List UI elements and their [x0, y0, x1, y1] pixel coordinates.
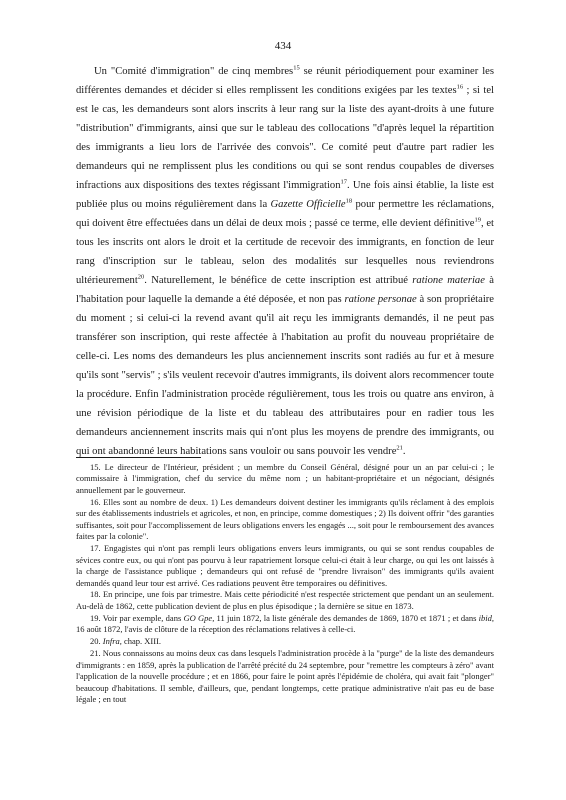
text-run: , 16 août 1872, l'avis de clôture de la réception des réclamations relatives à celle-ci. [76, 612, 494, 635]
text-run: . [402, 446, 406, 457]
footnotes [76, 462, 494, 706]
text-run: ; si tel est le cas, les demandeurs sont alors inscrits à leur rang sur la liste des ayant-droits à une future "distribution" d'immigrants, ainsi que sur le tableau des collocations "d'après lequel la répartition des immigrants a lieu lors de l'arrivée des convois". Ce comité peut d'autre part radier les demandeurs qui ne remplissent plus les conditions ou qui se sont rendus coupables de diverses infractions aux dispositions des textes régissant l'immigration [76, 85, 494, 191]
footnote-ref-20[interactable]: 20 [137, 273, 145, 281]
footnote-ref-21[interactable]: 21 [396, 444, 403, 452]
footnote-21: 21. Nous connaissons au moins deux cas dans lesquels l'administration procède à la "purge" de la liste des demandeurs d'immigrants : en 1859, après la publication de l'arrêté précité du 24 septembre, pour "remettre les compteurs à zéro" avant l'application de la nouvelle procédure ; et en 1866, pour faire le point après l'épidémie de choléra, qui avait fait "plonger" beaucoup d'habitations. Il semble, d'ailleurs, que, pendant longtemps, cette pratique administrative n'ait pas eu de base légale ; en tout [76, 648, 494, 705]
italic-term: ratione materiae [412, 275, 485, 286]
footnote-ref-16[interactable]: 16 [456, 83, 464, 91]
footnote-18: 18. En principe, une fois par trimestre. Mais cette périodicité n'est respectée strictement que pendant un an seulement. Au-delà de 1862, cette publication devient de plus en plus épisodique ; la dernière se situe en 1873. [76, 589, 494, 611]
text-run: , 11 juin 1872, la liste générale des demandes de 1869, 1870 et 1871 ; et dans [212, 612, 479, 623]
footnote-separator [76, 457, 201, 458]
italic-source: ibid [478, 612, 492, 623]
footnote-17: 17. Engagistes qui n'ont pas rempli leurs obligations envers leurs immigrants, ou qui se sont rendus coupables de sévices contre eux, ou qui n'ont pas pourvu à leur rapatriement lorsque celui-ci était à leur charge, ou qui les ont laissés à la charge de l'assistance publique ; demandeurs qui ont refusé de "prendre livraison" des immigrants qu'ils avaient demandés quand leur tour est arrivé. Ces radiations peuvent être temporaires ou définitives. [76, 543, 494, 588]
footnote-ref-18[interactable]: 18 [345, 197, 353, 205]
body-paragraph [76, 62, 494, 461]
text-run: 19. Voir par exemple, dans [90, 612, 184, 623]
italic-source: Infra [102, 636, 120, 647]
text-run: à l'habitation pour laquelle la demande a été déposée, et non pas [76, 275, 494, 305]
text-run: Un "Comité d'immigration" de cinq membres [94, 66, 294, 77]
text-run: . Une fois ainsi établie, la liste est publiée plus ou moins régulièrement dans la [76, 180, 494, 210]
text-run: pour permettre les réclamations, qui doivent être effectuées dans un délai de deux mois ; passé ce terme, elle devient définitive [76, 199, 494, 229]
text-run: , et tous les inscrits ont alors le droit et la certitude de recevoir des immigrants, en fonction de leur rang d'inscription sur le tableau, selon des modalités sur lesquelles nous reviendrons ultérieurement [76, 218, 494, 286]
footnote-19 [76, 613, 494, 636]
text-run: 20. [90, 636, 103, 647]
page-number: 434 [274, 40, 292, 52]
footnote-16: 16. Elles sont au nombre de deux. 1) Les demandeurs doivent destiner les immigrants qu'ils réclament à des emplois sur des établissements industriels et agricoles, et non, en principe, comme domestiques ; 2) Ils doivent offrir "des garanties suffisantes, soit pour l'accomplissement de leurs obligations envers les engagés ..., soit pour le remboursement des avances faites par la colonie". [76, 496, 494, 542]
footnote-15: 15. Le directeur de l'Intérieur, président ; un membre du Conseil Général, désigné pour un an par celui-ci ; le commissaire à l'immigration, chef du service du même nom ; un habitant-propriétaire et un négociant, désignés annuellement par le gouverneur. [76, 462, 494, 495]
text-run: à son propriétaire du moment ; si celui-ci la revend avant qu'il ait reçu les immigrants demandés, il ne peut pas transférer son inscription, qui reste affectée à l'habitation au profit du nouveau propriétaire de celle-ci. Les noms des demandeurs les plus anciennement inscrits sont radiés au fur et à mesure qu'ils sont "servis" ; s'ils veulent recevoir d'autres immigrants, ils doivent alors recommencer toute la procédure. Enfin l'administration procède régulièrement, tous les trois ou quatre ans environ, à une révision périodique de la liste et du tableau des attributaires pour en radier tous les demandeurs anciennement inscrits mais qui n'ont plus les moyens de prendre des immigrants, ou qui ont abandonné leurs habitations sans vouloir ou sans pouvoir les vendre [76, 294, 495, 457]
footnote-ref-19[interactable]: 19 [474, 216, 481, 224]
text-run: se réunit périodiquement pour examiner les différentes demandes et décider si elles remplissent les conditions exigées par les textes [76, 66, 494, 96]
italic-term: ratione personae [344, 294, 417, 305]
footnote-ref-15[interactable]: 15 [293, 64, 300, 72]
footnote-ref-17[interactable]: 17 [340, 178, 348, 186]
text-run: , chap. XIII. [119, 636, 162, 647]
footnote-20 [76, 636, 494, 647]
italic-title: Gazette Officielle [270, 199, 346, 210]
italic-source: GO Gpe [183, 612, 213, 623]
text-run: . Naturellement, le bénéfice de cette inscription est attribué [144, 275, 413, 286]
